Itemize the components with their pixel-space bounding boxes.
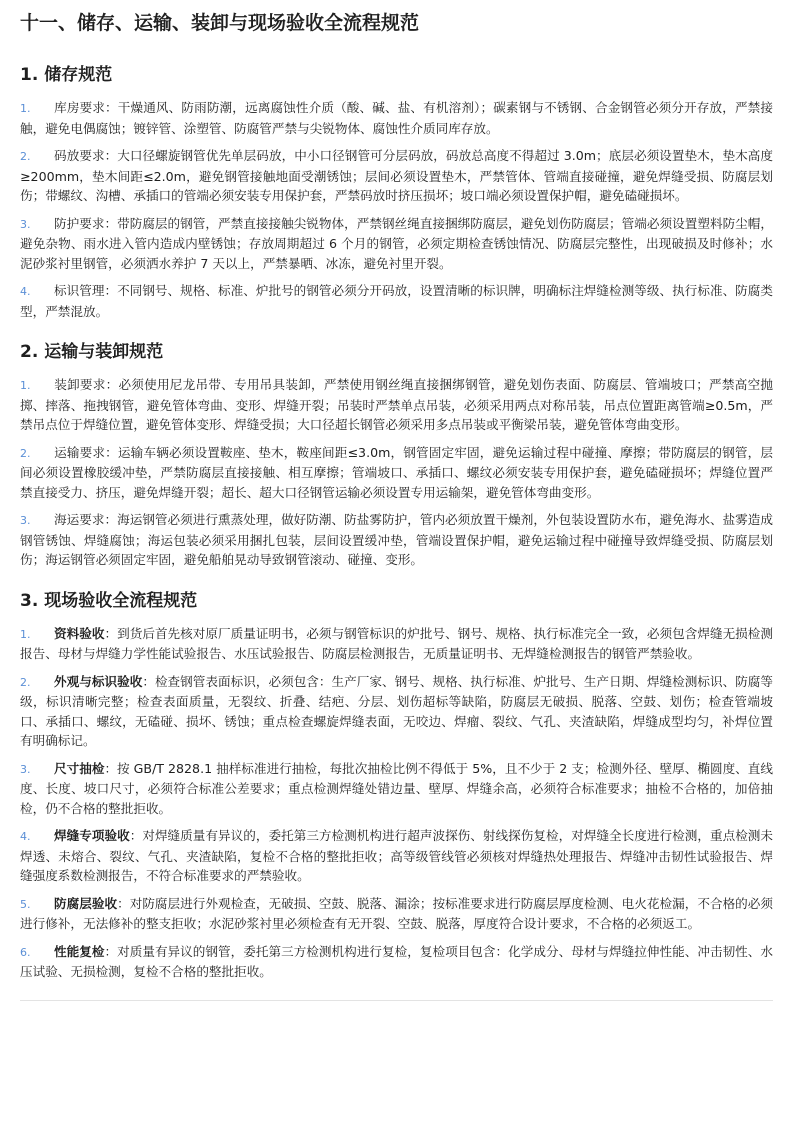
page-title: 十一、储存、运输、装卸与现场验收全流程规范 xyxy=(20,12,420,34)
item-number: 1. xyxy=(20,627,31,641)
list-item xyxy=(20,624,773,664)
list-item xyxy=(20,214,773,274)
list-item xyxy=(20,443,773,503)
list-item xyxy=(20,146,773,206)
item-text: 装卸要求：必须使用尼龙吊带、专用吊具装卸，严禁使用钢丝绳直接捆绑钢管，避免划伤表面、防腐层、管端坡口；严禁高空抛掷、摔落、拖拽钢管，避免管体弯曲、变形、焊缝开裂；吊装时严禁单点吊装，必须采用两点对称吊装，吊点位置距离管端≥0.5m，严禁吊点位于焊缝位置，避免管体变形、焊缝受损；大口径超长钢管必须采用多点吊装或平衡梁吊装，避免管体弯曲变形。 xyxy=(20,377,773,432)
section-list xyxy=(20,98,773,321)
item-number: 3. xyxy=(20,217,31,231)
item-number: 3. xyxy=(20,762,31,776)
item-lead: 资料验收 xyxy=(54,625,105,641)
item-number: 3. xyxy=(20,514,31,527)
section-heading: 1. 储存规范 xyxy=(20,65,113,85)
item-number: 4. xyxy=(20,830,31,843)
item-number: 1. xyxy=(20,379,31,392)
item-text: ：对质量有异议的钢管，委托第三方检测机构进行复检，复检项目包含：化学成分、母材与焊缝拉伸性能、冲击韧性、水压试验、无损检测，复检不合格的整批拒收。 xyxy=(20,943,774,979)
list-item xyxy=(20,894,773,934)
list-item xyxy=(20,759,773,819)
section-list xyxy=(20,375,773,570)
list-item xyxy=(20,281,773,321)
item-text: 码放要求：大口径螺旋钢管优先单层码放，中小口径钢管可分层码放，码放总高度不得超过 3.0m；底层必须设置垫木，垫木高度≥200mm，垫木间距≤2.0m，避免钢管接触地面受潮锈蚀；层间必须设置垫木，严禁管体、管端直接碰撞，避免焊缝受损、防腐层划伤；带螺纹、沟槽、承插口的管端必须安装专用保护套，严禁码放时挤压损坏；坡口端必须设置保护帽，避免磕碰损坏。 xyxy=(20,148,773,203)
item-text: ：对焊缝质量有异议的，委托第三方检测机构进行超声波探伤、射线探伤复检，对焊缝全长度进行检测，重点检测未焊透、未熔合、裂纹、气孔、夹渣缺陷，复检不合格的整批拒收；高等级管线管必须核对焊缝热处理报告、焊缝冲击韧性试验报告、焊缝强度系数检测报告，不符合标准要求的严禁验收。 xyxy=(20,828,774,883)
item-number: 2. xyxy=(20,150,31,163)
item-text: ：按 GB/T 2828.1 抽样标准进行抽检，每批次抽检比例不得低于 5%，且不少于 2 支；检测外径、壁厚、椭圆度、直线度、长度、坡口尺寸，必须符合标准公差要求；重点检测焊缝处错边量、壁厚、焊缝余高，必须符合标准要求；抽检不合格的，加倍抽检，仍不合格的整批拒收。 xyxy=(20,760,773,816)
item-lead: 尺寸抽检 xyxy=(54,760,105,776)
item-number: 2. xyxy=(20,446,31,460)
list-item xyxy=(20,98,773,138)
bottom-divider xyxy=(20,1000,773,1001)
section-list xyxy=(20,624,773,982)
item-text: 库房要求：干燥通风、防雨防潮，远离腐蚀性介质（酸、碱、盐、有机溶剂）；碳素钢与不锈钢、合金钢管必须分开存放，严禁接触，避免电偶腐蚀；镀锌管、涂塑管、防腐管严禁与尖锐物体、腐蚀性介质同库存放。 xyxy=(20,100,773,136)
section-heading: 3. 现场验收全流程规范 xyxy=(20,590,198,611)
item-text: 标识管理：不同钢号、规格、标准、炉批号的钢管必须分开码放，设置清晰的标识牌，明确标注焊缝检测等级、执行标准、防腐类型，严禁混放。 xyxy=(20,283,773,319)
item-number: 2. xyxy=(20,675,31,689)
list-item xyxy=(20,672,773,751)
sections-container xyxy=(20,62,773,982)
item-number: 6. xyxy=(20,945,31,959)
item-text: ：检查钢管表面标识，必须包含：生产厂家、钢号、规格、执行标准、炉批号、生产日期、焊缝检测标识、防腐等级，标识清晰完整；检查表面质量，无裂纹、折叠、结疤、分层、划伤超标等缺陷，防腐层无破损、脱落、空鼓、划伤；检查管端坡口、承插口、螺纹，无磕碰、损坏、锈蚀；重点检查螺旋焊缝表面，无咬边、焊瘤、裂纹、气孔、夹渣缺陷，焊缝成型均匀，补焊位置有明确标记。 xyxy=(20,673,774,748)
item-number: 4. xyxy=(20,285,31,298)
item-text: 防护要求：带防腐层的钢管，严禁直接接触尖锐物体，严禁钢丝绳直接捆绑防腐层，避免划伤防腐层；管端必须设置塑料防尘帽，避免杂物、雨水进入管内造成内壁锈蚀；存放周期超过 6 个月的钢管，必须定期检查锈蚀情况、防腐层完整性，出现破损及时修补；水泥砂浆衬里钢管，必须洒水养护 7 天以上，严禁暴晒、冰冻，避免衬里开裂。 xyxy=(20,215,773,271)
item-text: 运输要求：运输车辆必须设置鞍座、垫木，鞍座间距≤3.0m，钢管固定牢固，避免运输过程中碰撞、摩擦；带防腐层的钢管，层间必须设置橡胶缓冲垫，严禁防腐层直接接触、相互摩擦；管端坡口、承插口、螺纹必须安装专用保护套，避免磕碰损坏；焊缝位置严禁直接受力、挤压，避免焊缝开裂；超长、超大口径钢管运输必须设置专用运输架，避免管体弯曲变形。 xyxy=(20,444,773,500)
item-text: ：到货后首先核对原厂质量证明书，必须与钢管标识的炉批号、钢号、规格、执行标准完全一致，必须包含焊缝无损检测报告、母材与焊缝力学性能试验报告、水压试验报告、防腐层检测报告，无质量证明书、无焊缝检测报告的钢管严禁验收。 xyxy=(20,625,774,661)
item-lead: 性能复检 xyxy=(54,943,105,959)
item-lead: 焊缝专项验收 xyxy=(54,828,130,843)
item-text: 海运要求：海运钢管必须进行熏蒸处理，做好防潮、防盐雾防护，管内必须放置干燥剂，外包装设置防水布，避免海水、盐雾造成钢管锈蚀、焊缝腐蚀；海运包装必须采用捆扎包装，层间设置缓冲垫，管端设置保护帽，避免运输过程中碰撞导致焊缝受损、防腐层划伤；海运钢管必须固定牢固，避免船舶晃动导致钢管滚动、碰撞、变形。 xyxy=(20,512,773,567)
list-item xyxy=(20,942,773,982)
list-item xyxy=(20,510,773,570)
item-lead: 外观与标识验收 xyxy=(54,673,143,689)
list-item xyxy=(20,375,773,435)
item-lead: 防腐层验收 xyxy=(54,895,118,911)
list-item xyxy=(20,826,773,886)
item-number: 5. xyxy=(20,897,31,911)
item-text: ：对防腐层进行外观检查，无破损、空鼓、脱落、漏涂；按标准要求进行防腐层厚度检测、电火花检漏，不合格的必须进行修补，无法修补的整支拒收；水泥砂浆衬里必须检查有无开裂、空鼓、脱落，厚度符合设计要求，不合格的必须返工。 xyxy=(20,895,774,931)
item-number: 1. xyxy=(20,102,31,115)
section-heading: 2. 运输与装卸规范 xyxy=(20,342,164,362)
